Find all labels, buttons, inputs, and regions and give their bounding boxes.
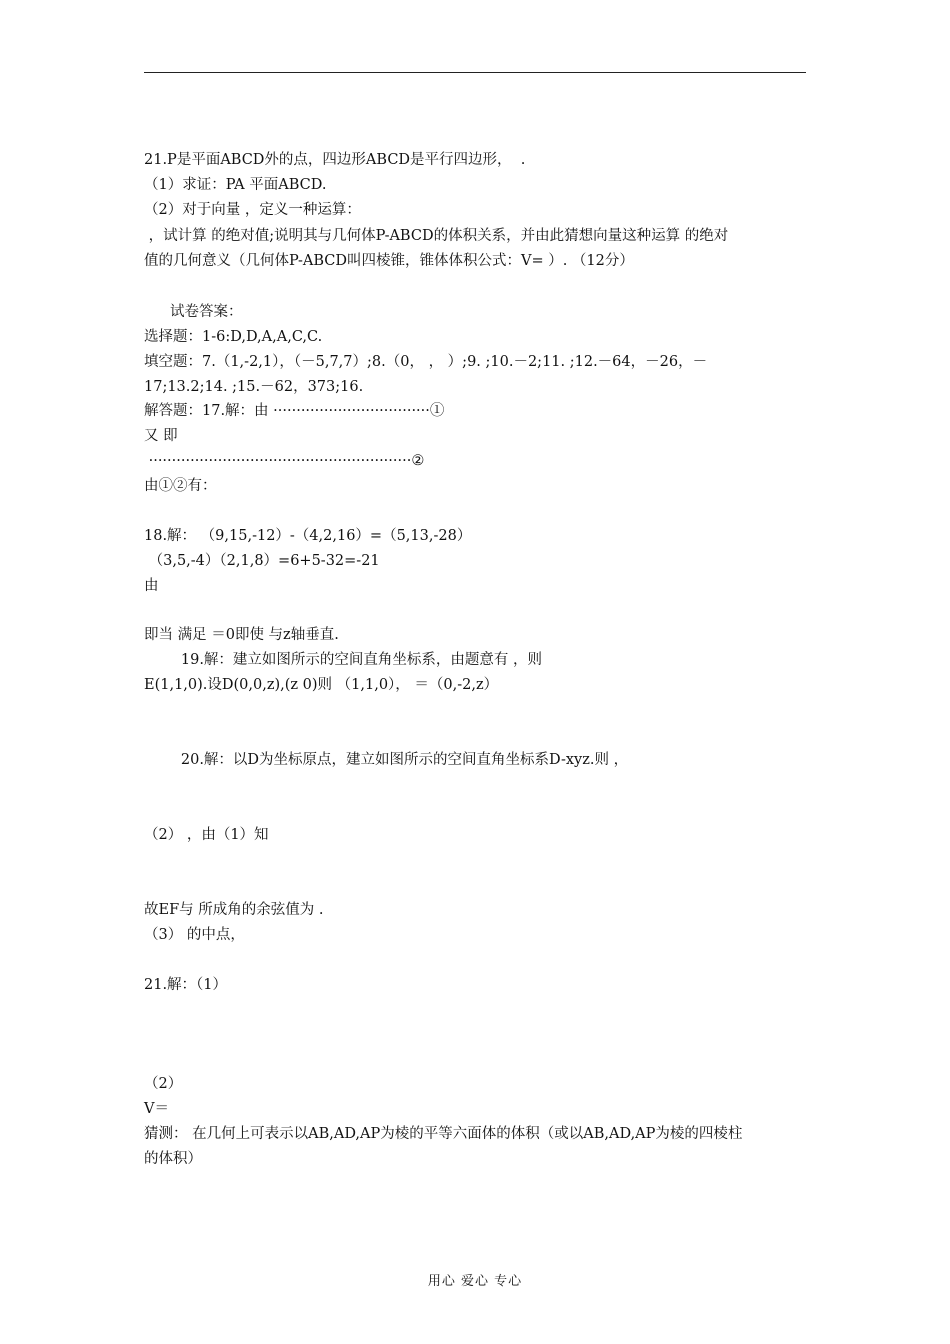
fill-answers-2: 17;13.2;14. ;15.－62，373;16. — [144, 379, 364, 395]
header-rule — [144, 72, 806, 73]
solve-17-you: 又 即 — [144, 428, 178, 444]
solve-21-a: 21.解：（1） — [144, 977, 228, 993]
solve-18-c: 由 — [144, 578, 159, 594]
q21-part1: （1）求证：PA 平面ABCD. — [144, 177, 327, 193]
q21-part2: （2）对于向量 ，定义一种运算： — [144, 202, 361, 218]
solve-20-a: 20.解：以D为坐标原点，建立如图所示的空间直角坐标系D-xyz.则 ， — [144, 752, 629, 768]
q21-title: 21.P是平面ABCD外的点，四边形ABCD是平行四边形， . — [144, 152, 526, 168]
solve-18-d: 即当 满足 ＝0即使 与z轴垂直. — [144, 627, 339, 643]
solve-21-e: 的体积） — [144, 1151, 202, 1167]
solve-21-b: （2） — [144, 1076, 183, 1092]
solve-20-b: （2） ，由（1）知 — [144, 827, 269, 843]
solve-17-result: 由①②有： — [144, 478, 217, 494]
solve-19-b: E(1,1,0).设D(0,0,z),(z 0)则 （1,1,0）， ＝（0,-2,z） — [144, 677, 499, 693]
solve-18-a: 18.解： （9,15,-12）-（4,2,16）=（5,13,-28） — [144, 528, 472, 544]
answers-heading: 试卷答案： — [170, 304, 243, 320]
fill-answers-1: 填空题：7.（1,-2,1），（－5,7,7）;8.（0， ， ）;9. ;10.－2;11. ;12.－64，－26，－ — [144, 354, 708, 370]
solve-19-a: 19.解：建立如图所示的空间直角坐标系，由题意有 ，则 — [144, 652, 543, 668]
solve-21-d: 猜测： 在几何上可表示以AB,AD,AP为棱的平等六面体的体积（或以AB,AD,AP为棱的四棱柱 — [144, 1126, 743, 1142]
choice-answers: 选择题：1-6:D,D,A,A,C,C. — [144, 329, 323, 345]
solve-17-dots: ·························································② — [144, 453, 425, 469]
q21-part2-cont2: 值的几何意义（几何体P-ABCD叫四棱锥，锥体体积公式：V= ）. （12分） — [144, 253, 634, 269]
solve-21-c: V＝ — [144, 1101, 169, 1117]
q21-part2-cont: ，试计算 的绝对值;说明其与几何体P-ABCD的体积关系，并由此猜想向量这种运算 的绝对 — [144, 228, 729, 244]
solve-20-d: （3） 的中点， — [144, 927, 245, 943]
page-footer: 用心 爱心 专心 — [427, 1274, 523, 1289]
solve-17: 解答题：17.解：由 ··································① — [144, 403, 445, 419]
solve-20-c: 故EF与 所成角的余弦值为 . — [144, 902, 324, 918]
solve-18-b: （3,5,-4）（2,1,8）=6+5-32=-21 — [144, 553, 380, 569]
